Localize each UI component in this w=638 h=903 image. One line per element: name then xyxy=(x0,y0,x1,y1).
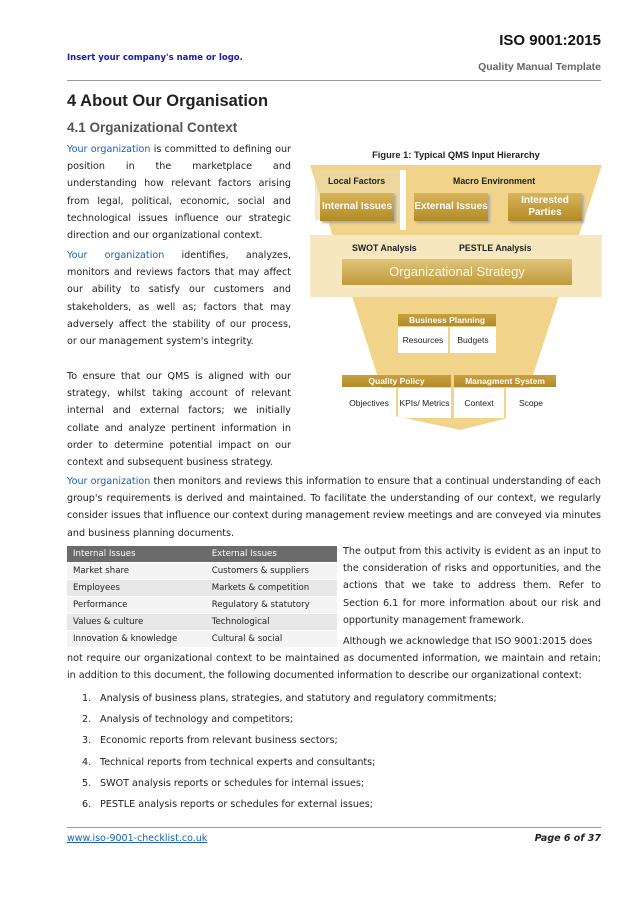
paragraph-4 xyxy=(67,473,601,542)
table-cell: Performance xyxy=(67,597,206,614)
paragraph-6-start: Although we acknowledge that ISO 9001:2015 does xyxy=(343,636,593,647)
company-name-placeholder: Insert your company's name or logo. xyxy=(67,53,243,63)
list-number: 4. xyxy=(82,756,92,768)
table-cell: Employees xyxy=(67,580,206,597)
internal-issues-box: Internal Issues xyxy=(320,193,394,221)
local-factors-label: Local Factors xyxy=(328,176,386,186)
footer-rule xyxy=(67,827,601,828)
qms-input-hierarchy-figure xyxy=(310,150,602,440)
table-cell: Customers & suppliers xyxy=(206,563,337,580)
list-item xyxy=(82,794,497,815)
table-cell: Technological xyxy=(206,614,337,631)
list-text: SWOT analysis reports or schedules for internal issues; xyxy=(100,777,365,789)
section-heading: 4 About Our Organisation xyxy=(67,92,269,110)
org-highlight: Your organization xyxy=(67,476,151,487)
page-number: Page 6 of 37 xyxy=(534,833,601,844)
list-text: Economic reports from relevant business sectors; xyxy=(100,735,338,747)
context-cell: Context xyxy=(454,388,504,418)
list-item xyxy=(82,709,497,730)
website-link[interactable]: www.iso-9001-checklist.co.uk xyxy=(67,833,208,844)
management-system-label: Managment System xyxy=(454,375,556,387)
paragraph-1-text: is committed to defining our position in the marketplace and understanding how relevant factors arising from legal, political, economic, social and technological issues influence our strategic direction and our organizational context. xyxy=(67,144,291,242)
issues-table xyxy=(67,546,337,648)
paragraph-6-continued: not require our organizational context to be maintained as documented information, we maintain and retain; in addition to this document, the following documented information to describe our organizational context: xyxy=(67,653,601,682)
objectives-cell: Objectives xyxy=(342,388,396,418)
table-cell: Regulatory & statutory xyxy=(206,597,337,614)
resources-cell: Resources xyxy=(398,327,448,353)
table-row xyxy=(67,614,337,631)
paragraph-1 xyxy=(67,141,291,244)
header-rule xyxy=(67,80,601,81)
table-cell: Market share xyxy=(67,563,206,580)
documented-info-list xyxy=(82,688,497,815)
org-highlight: Your organization xyxy=(67,144,151,155)
list-item xyxy=(82,773,497,794)
paragraph-4-text: then monitors and reviews this information to ensure that a continual understanding of each group's requirements is derived and maintained. To facilitate the understanding of our context, we regularly consider issues that influence our context during management review meetings and are conveyed via minutes and business planning documents. xyxy=(67,476,601,539)
list-number: 2. xyxy=(82,714,92,726)
list-item xyxy=(82,752,497,773)
paragraph-5: The output from this activity is evident as an input to the consideration of risks and opportunities, and the actions that we take to address them. Refer to Section 6.1 for more information about our risk and opportunity management framework. xyxy=(343,546,601,626)
external-issues-box: External Issues xyxy=(414,193,488,221)
table-row xyxy=(67,563,337,580)
list-text: Analysis of technology and competitors; xyxy=(100,714,294,726)
table-cell: Values & culture xyxy=(67,614,206,631)
scope-cell: Scope xyxy=(506,388,556,418)
list-text: Technical reports from technical experts and consultants; xyxy=(100,756,376,768)
budgets-cell: Budgets xyxy=(450,327,496,353)
table-header: External Issues xyxy=(206,546,337,563)
paragraph-2-text: identifies, analyzes, monitors and reviews factors that may affect our ability to satisfy our customers and stakeholders, as well as; factors that may adversely affect the stability of our process, or our management system's integrity. xyxy=(67,250,291,348)
document-title: Quality Manual Template xyxy=(478,61,601,73)
business-planning-label: Business Planning xyxy=(398,314,496,326)
kpis-cell: KPIs/ Metrics xyxy=(398,388,451,418)
list-number: 6. xyxy=(82,799,92,811)
list-text: PESTLE analysis reports or schedules for external issues; xyxy=(100,799,374,811)
table-row xyxy=(67,597,337,614)
list-number: 5. xyxy=(82,777,92,789)
table-row xyxy=(67,580,337,597)
list-text: Analysis of business plans, strategies, and statutory and regulatory commitments; xyxy=(100,693,497,704)
table-cell: Cultural & social xyxy=(206,631,337,648)
list-item xyxy=(82,730,497,751)
table-cell: Markets & competition xyxy=(206,580,337,597)
org-highlight: Your organization xyxy=(67,250,165,261)
standard-title: ISO 9001:2015 xyxy=(499,32,601,49)
swot-label: SWOT Analysis xyxy=(352,243,417,253)
table-header-row xyxy=(67,546,337,563)
macro-environment-label: Macro Environment xyxy=(453,176,536,186)
subsection-heading: 4.1 Organizational Context xyxy=(67,120,238,135)
paragraph-2 xyxy=(67,247,291,350)
quality-policy-label: Quality Policy xyxy=(342,375,451,387)
organizational-strategy-box: Organizational Strategy xyxy=(342,259,572,285)
table-cell: Innovation & knowledge xyxy=(67,631,206,648)
pestle-label: PESTLE Analysis xyxy=(459,243,532,253)
table-header: Internal Issues xyxy=(67,546,206,563)
paragraph-3: To ensure that our QMS is aligned with our strategy, whilst taking account of relevant internal and external factors; we initially collate and analyze pertinent information in order to determine potential impact on our context and subsequent business strategy. xyxy=(67,371,291,469)
list-item xyxy=(82,688,497,709)
figure-title: Figure 1: Typical QMS Input Hierarchy xyxy=(372,150,540,160)
interested-parties-box: Interested Parties xyxy=(508,193,582,221)
table-row xyxy=(67,631,337,648)
list-number: 1. xyxy=(82,693,92,704)
list-number: 3. xyxy=(82,735,92,747)
